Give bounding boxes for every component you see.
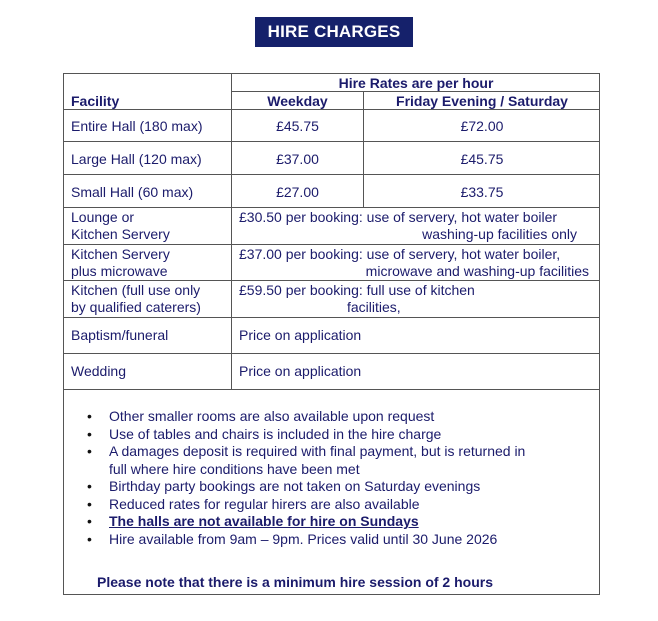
weekday-price: £45.75 <box>276 118 319 134</box>
weekend-price: £33.75 <box>460 184 504 200</box>
application-price: Price on application <box>239 327 362 343</box>
weekend-price: £45.75 <box>460 151 504 167</box>
weekday-price: £37.00 <box>276 151 319 167</box>
facility-kitchen: by qualified caterers) <box>71 299 201 315</box>
rates-header: Hire Rates are per hour <box>338 75 494 91</box>
facility-wedding: Wedding <box>71 363 127 379</box>
facility-kitchen-servery: Kitchen Servery <box>71 246 170 262</box>
facility-kitchen-servery: plus microwave <box>71 263 168 279</box>
note-item: • Birthday party bookings are not taken on Saturday evenings <box>85 478 585 496</box>
header-weekend: Friday Evening / Saturday <box>396 93 568 109</box>
booking-price: £30.50 per booking: use of servery, hot water boiler <box>239 209 558 225</box>
booking-price: £37.00 per booking: use of servery, hot water boiler, <box>239 246 561 262</box>
row-divider <box>63 353 600 354</box>
weekday-price: £27.00 <box>276 184 319 200</box>
page-title: HIRE CHARGES <box>255 17 413 47</box>
note-item: • Other smaller rooms are also available upon request <box>85 408 585 426</box>
booking-price: microwave and washing-up facilities <box>365 263 589 279</box>
facility-small-hall: Small Hall (60 max) <box>71 184 194 200</box>
row-divider <box>63 280 600 281</box>
note-text: A damages deposit is required with final payment, but is returned in <box>109 443 526 459</box>
booking-price: washing-up facilities only <box>422 226 577 242</box>
note-item: • Hire available from 9am – 9pm. Prices valid until 30 June 2026 <box>85 531 585 549</box>
note-text: full where hire conditions have been met <box>109 460 360 477</box>
row-divider <box>63 389 600 390</box>
notes-list <box>85 408 585 548</box>
application-price: Price on application <box>239 363 362 379</box>
booking-price: £59.50 per booking: full use of kitchen <box>239 282 475 298</box>
note-text: The halls are not available for hire on Sundays <box>109 513 419 529</box>
note-item: • Use of tables and chairs is included in the hire charge <box>85 426 585 444</box>
row-divider <box>63 244 600 245</box>
row-divider <box>63 317 600 318</box>
facility-lounge: Lounge or <box>71 209 135 225</box>
facility-baptism-funeral: Baptism/funeral <box>71 327 169 343</box>
row-divider <box>63 174 600 175</box>
facility-entire-hall: Entire Hall (180 max) <box>71 118 203 134</box>
weekend-price: £72.00 <box>460 118 504 134</box>
row-divider <box>63 207 600 208</box>
facility-large-hall: Large Hall (120 max) <box>71 151 202 167</box>
booking-price: facilities, <box>347 299 401 315</box>
row-divider <box>63 141 600 142</box>
minimum-hire-note: Please note that there is a minimum hire session of 2 hours <box>97 574 493 590</box>
note-item <box>85 443 585 478</box>
header-weekday: Weekday <box>267 93 328 109</box>
facility-kitchen: Kitchen (full use only <box>71 282 201 298</box>
note-item-sundays <box>85 513 585 531</box>
header-facility: Facility <box>71 93 120 109</box>
facility-lounge: Kitchen Servery <box>71 226 170 242</box>
note-item: • Reduced rates for regular hirers are also available <box>85 496 585 514</box>
